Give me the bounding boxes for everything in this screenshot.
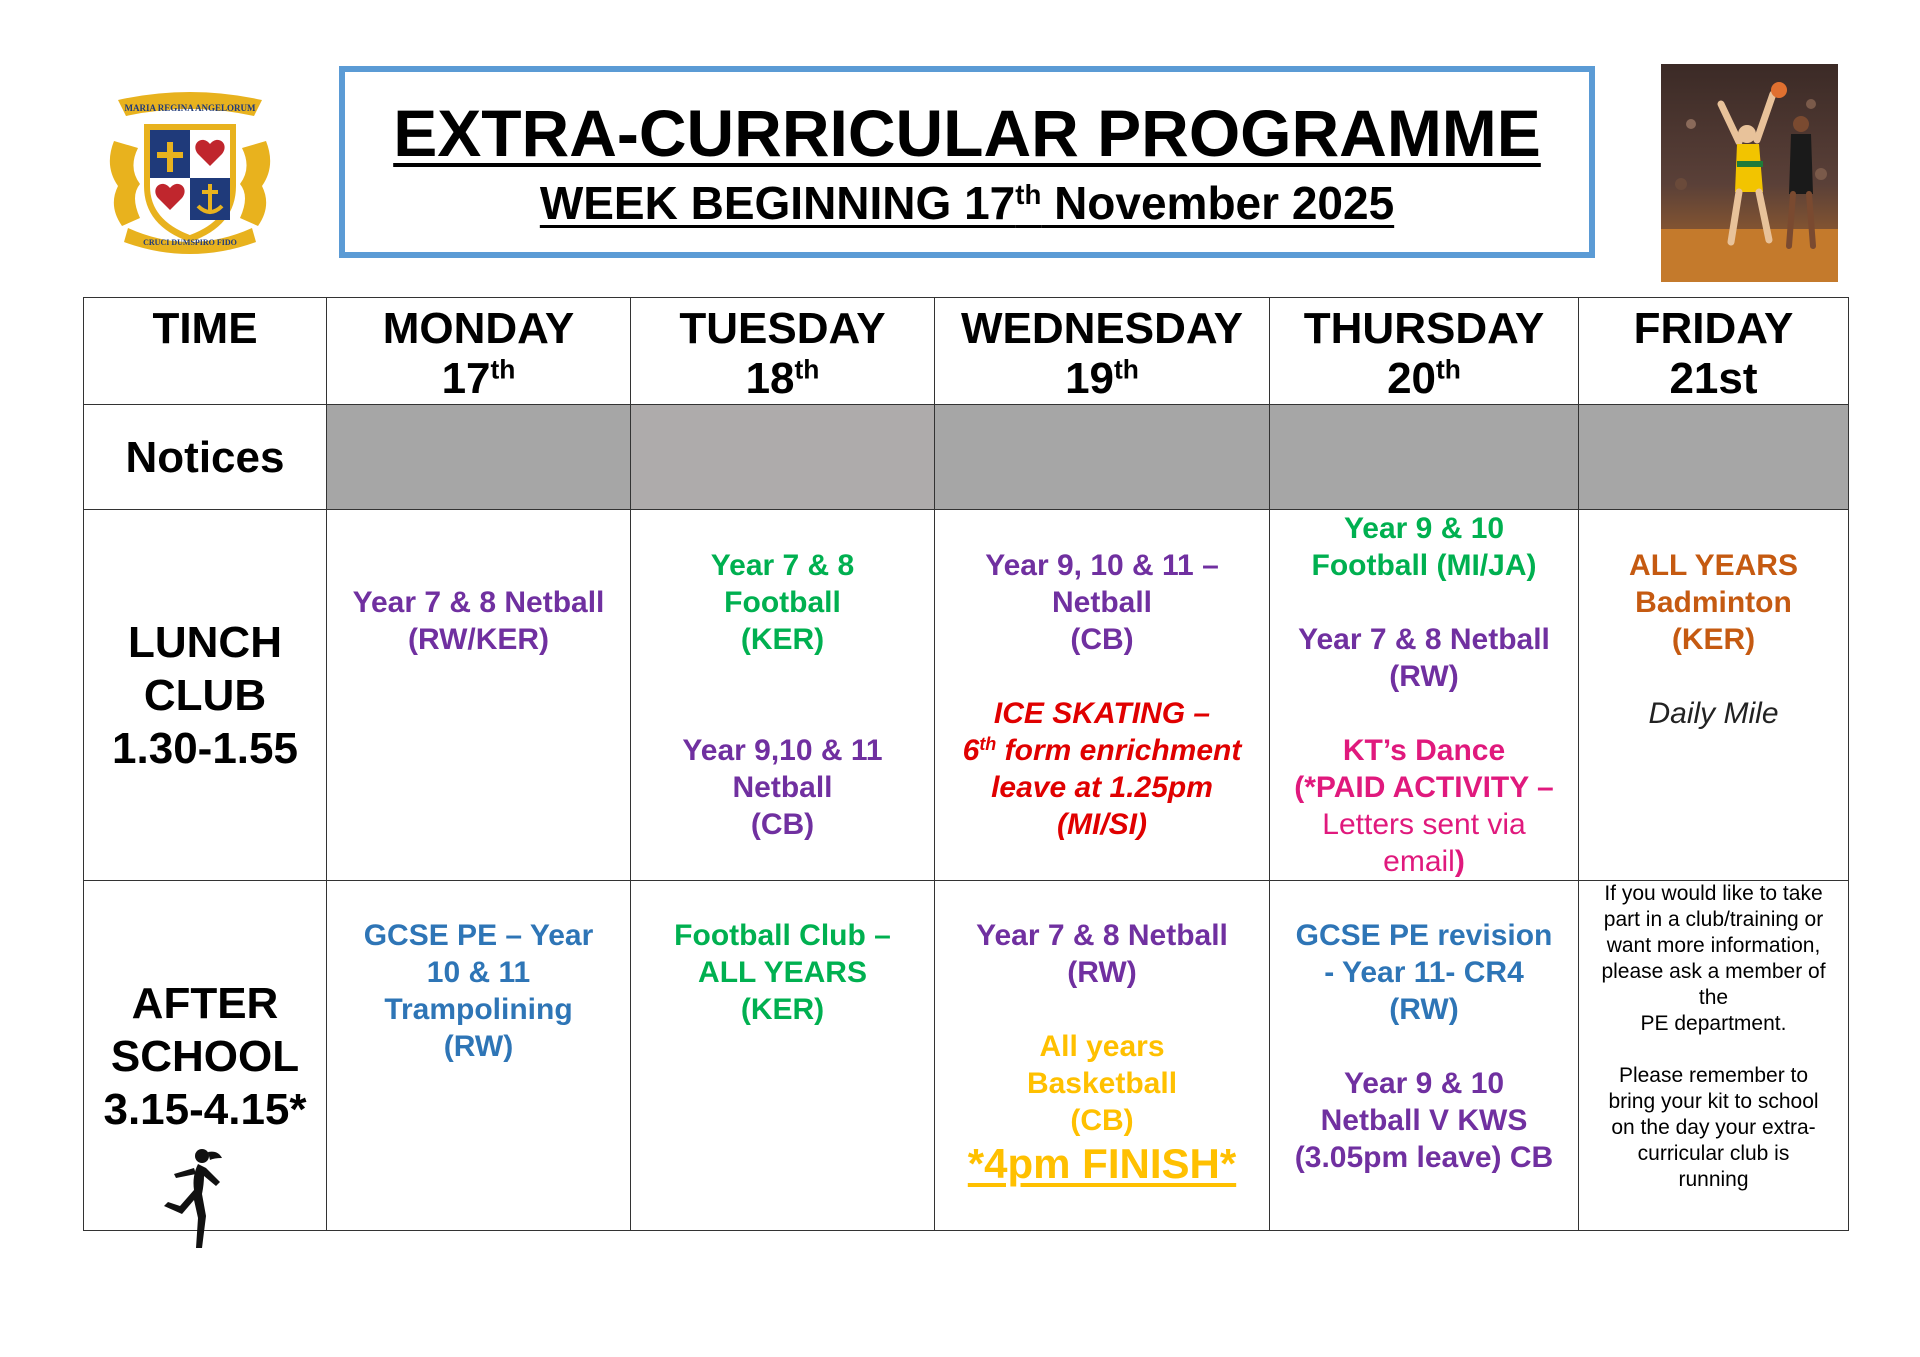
lunch-monday: Year 7 & 8 Netball (RW/KER) [327,510,631,881]
col-header-friday: FRIDAY 21st [1579,298,1849,405]
lunch-wednesday [935,510,1270,881]
row-label-after-school: AFTER SCHOOL 3.15-4.15* [84,881,327,1231]
page-title: EXTRA-CURRICULAR PROGRAMME [393,96,1541,170]
after-thursday-gcse-revision: GCSE PE revision - Year 11- CR4 (RW) [1295,919,1553,1026]
col-header-tuesday: TUESDAY 18th [631,298,935,405]
after-wednesday-finish-note: *4pm FINISH* [967,1140,1237,1187]
after-thursday [1270,881,1579,1231]
after-school-row [84,881,1849,1231]
after-friday-info: If you would like to take part in a club/training or want more information, please ask a member of the PE department. Please remember to bring your kit to school on the day your extra- curricular club is running [1579,881,1849,1231]
row-label-notices: Notices [84,405,327,510]
netball-player-photo [1661,64,1838,282]
running-girl-silhouette-icon [150,1146,228,1250]
lunch-thursday-dance: KT’s Dance (*PAID ACTIVITY – Letters sent via email) [1294,734,1554,878]
after-wednesday [935,881,1270,1231]
lunch-tuesday-netball: Year 9,10 & 11 Netball (CB) [682,734,883,841]
notice-cell-monday [327,405,631,510]
after-thursday-netball-match: Year 9 & 10 Netball V KWS (3.05pm leave) CB [1294,1067,1554,1174]
crest-motto-bottom: CRUCI DUMSPIRO FIDO [143,238,237,247]
after-wednesday-basketball: All years Basketball (CB) [1026,1030,1178,1137]
notice-cell-tuesday [631,405,935,510]
crest-motto-top: MARIA REGINA ANGELORUM [124,103,256,113]
row-label-lunch-club: LUNCH CLUB 1.30-1.55 [84,510,327,881]
col-header-wednesday: WEDNESDAY 19th [935,298,1270,405]
lunch-thursday [1270,510,1579,881]
lunch-thursday-netball: Year 7 & 8 Netball (RW) [1298,623,1550,693]
notice-cell-wednesday [935,405,1270,510]
col-header-monday: MONDAY 17th [327,298,631,405]
lunch-friday [1579,510,1849,881]
notices-row [84,405,1849,510]
after-monday: GCSE PE – Year 10 & 11 Trampolining (RW) [327,881,631,1231]
col-header-thursday: THURSDAY 20th [1270,298,1579,405]
programme-table [83,297,1849,1231]
header-row [84,298,1849,405]
col-header-time: TIME [84,298,327,405]
lunch-friday-badminton: ALL YEARS Badminton (KER) [1629,549,1798,656]
lunch-thursday-football: Year 9 & 10 Football (MI/JA) [1311,512,1537,582]
lunch-wednesday-ice-skating: ICE SKATING – 6th form enrichment leave at 1.25pm (MI/SI) [962,697,1242,841]
school-crest-logo [104,86,276,256]
lunch-tuesday-football: Year 7 & 8 Football (KER) [710,549,855,656]
lunch-friday-daily-mile: Daily Mile [1648,697,1779,730]
lunch-row [84,510,1849,881]
page-subtitle: WEEK BEGINNING 17th November 2025 [539,177,1395,229]
after-tuesday: Football Club – ALL YEARS (KER) [631,881,935,1231]
after-wednesday-netball: Year 7 & 8 Netball (RW) [976,919,1228,989]
lunch-wednesday-netball: Year 9, 10 & 11 – Netball (CB) [985,549,1219,656]
title-box [339,66,1595,258]
lunch-tuesday [631,510,935,881]
notice-cell-thursday [1270,405,1579,510]
notice-cell-friday [1579,405,1849,510]
